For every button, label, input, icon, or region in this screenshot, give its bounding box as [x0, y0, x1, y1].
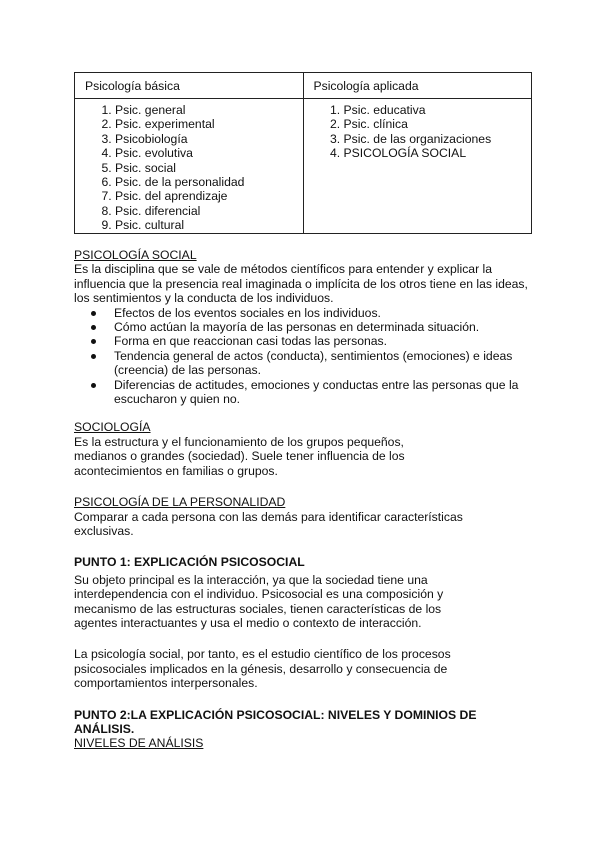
sociologia-heading: SOCIOLOGÍA [74, 420, 151, 435]
list-item: Diferencias de actitudes, emociones y conductas entre las personas que la escucharon y quien no. [114, 378, 534, 407]
list-item: 8. Psic. diferencial [115, 204, 303, 218]
list-item: 3. Psicobiología [115, 132, 303, 146]
list-item: Tendencia general de actos (conducta), sentimientos (emociones) e ideas (creencia) de las personas. [114, 349, 534, 378]
list-aplicada [304, 103, 532, 161]
punto1-paragraph-2: La psicología social, por tanto, es el estudio científico de los procesos psicosociales implicados en la génesis, desarrollo y consecuencia de comportamientos interpersonales. [74, 647, 451, 691]
niveles-analisis-heading: NIVELES DE ANÁLISIS [74, 736, 204, 751]
header-basica: Psicología básica [75, 73, 304, 99]
punto1-heading: PUNTO 1: EXPLICACIÓN PSICOSOCIAL [74, 555, 305, 570]
document-body [74, 248, 534, 751]
psicologia-social-heading: PSICOLOGÍA SOCIAL [74, 248, 197, 262]
punto2-heading: PUNTO 2:LA EXPLICACIÓN PSICOSOCIAL: NIVELES Y DOMINIOS DE ANÁLISIS. [74, 707, 477, 736]
psychology-branches-table [74, 72, 532, 234]
list-item: 7. Psic. del aprendizaje [115, 189, 303, 203]
list-item: 1. Psic. educativa [344, 103, 532, 117]
personalidad-heading: PSICOLOGÍA DE LA PERSONALIDAD [74, 495, 286, 510]
list-item: Cómo actúan la mayoría de las personas en determinada situación. [114, 320, 534, 334]
punto1-paragraph-1: Su objeto principal es la interacción, ya que la sociedad tiene una interdependencia con el individuo. Psicosocial es una composición y mecanismo de las estructuras sociales, tienen características de los agentes interactuantes y usa el medio o contexto de interacción. [74, 572, 444, 630]
list-item: Forma en que reaccionan casi todas las personas. [114, 334, 534, 348]
list-item: 6. Psic. de la personalidad [115, 175, 303, 189]
list-item: 1. Psic. general [115, 103, 303, 117]
psicologia-social-text: Es la disciplina que se vale de métodos científicos para entender y explicar la influencia que la presencia real imaginada o implícita de los otros tiene en las ideas, los sentimientos y la conducta de los individuos. [74, 262, 528, 306]
header-aplicada: Psicología aplicada [303, 73, 532, 99]
list-item: 2. Psic. experimental [115, 117, 303, 131]
list-item: 2. Psic. clínica [344, 117, 532, 131]
list-item: Efectos de los eventos sociales en los individuos. [114, 306, 534, 320]
list-basica-cell [75, 99, 304, 234]
list-basica [75, 103, 303, 233]
sociologia-text: Es la estructura y el funcionamiento de los grupos pequeños, medianos o grandes (sociedad). Suele tener influencia de los acontecimientos en familias o grupos. [74, 434, 405, 478]
list-item: 3. Psic. de las organizaciones [344, 132, 532, 146]
list-aplicada-cell [303, 99, 532, 234]
list-item: 5. Psic. social [115, 161, 303, 175]
personalidad-text: Comparar a cada persona con las demás para identificar características exclusivas. [74, 509, 463, 538]
psicologia-social-bullets [74, 306, 534, 407]
list-item: 4. PSICOLOGÍA SOCIAL [344, 146, 532, 160]
list-item: 4. Psic. evolutiva [115, 146, 303, 160]
list-item: 9. Psic. cultural [115, 218, 303, 232]
